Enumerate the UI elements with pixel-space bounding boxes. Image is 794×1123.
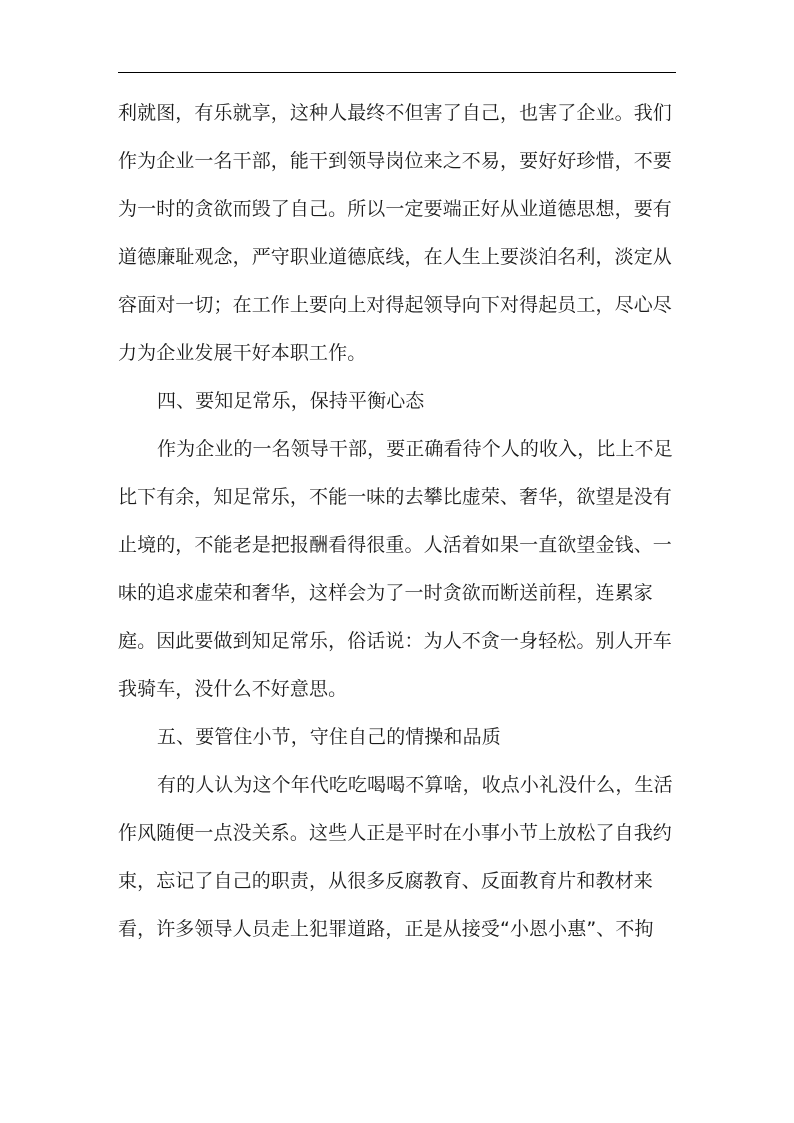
text-line: 束，忘记了自己的职责，从很多反腐教育、反面教育片和教材来 [118, 870, 653, 892]
text-line: 力为企业发展干好本职工作。 [118, 342, 367, 364]
document-body [118, 89, 678, 953]
text-line: 味的追求虚荣和奢华，这样会为了一时贪欲而断送前程，连累家 [118, 582, 653, 604]
text-line: 道德廉耻观念，严守职业道德底线，在人生上要淡泊名利，淡定从 [118, 246, 672, 268]
text-line: 看，许多领导人员走上犯罪道路，正是从接受“小恩小惠”、不拘 [118, 918, 654, 940]
text-line: 四、要知足常乐，保持平衡心态 [157, 390, 425, 412]
text-line: 五、要管住小节，守住自己的情操和品质 [157, 726, 501, 748]
text-line: 为一时的贪欲而毁了自己。所以一定要端正好从业道德思想，要有 [118, 198, 672, 220]
text-line: 庭。因此要做到知足常乐，俗话说：为人不贪一身轻松。别人开车 [118, 630, 672, 652]
text-line: 作风随便一点没关系。这些人正是平时在小事小节上放松了自我约 [118, 822, 672, 844]
text-line: 作为企业一名干部，能干到领导岗位来之不易，要好好珍惜，不要 [118, 150, 672, 172]
header-rule [118, 72, 676, 73]
text-line: 止境的，不能老是把报酬看得很重。人活着如果一直欲望金钱、一 [118, 534, 672, 556]
text-line: 比下有余，知足常乐，不能一味的去攀比虚荣、奢华，欲望是没有 [118, 486, 672, 508]
text-line: 容面对一切；在工作上要向上对得起领导向下对得起员工，尽心尽 [118, 294, 672, 316]
text-line: 我骑车，没什么不好意思。 [118, 678, 348, 700]
text-line: 作为企业的一名领导干部，要正确看待个人的收入，比上不足 [157, 438, 673, 460]
text-line: 利就图，有乐就享，这种人最终不但害了自己，也害了企业。我们 [118, 102, 672, 124]
text-line: 有的人认为这个年代吃吃喝喝不算啥，收点小礼没什么，生活 [157, 774, 673, 796]
